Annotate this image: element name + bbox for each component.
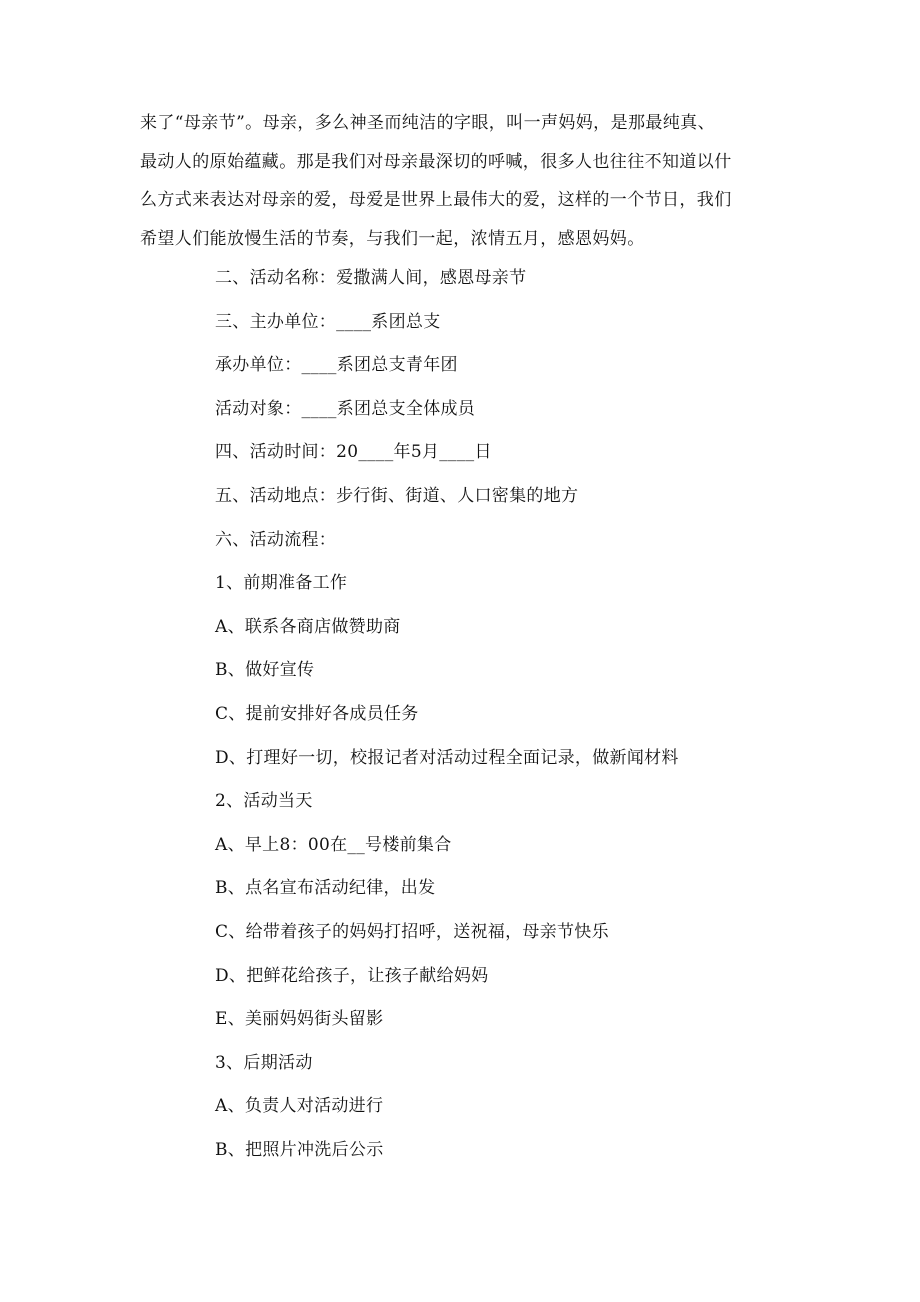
intro-line: 来了“母亲节”。母亲，多么神圣而纯洁的字眼，叫一声妈妈，是那最纯真、 — [140, 113, 715, 133]
event-day-item: C、给带着孩子的妈妈打招呼，送祝福，母亲节快乐 — [215, 921, 609, 942]
organizer-line: 三、主办单位：____系团总支 — [215, 311, 441, 332]
intro-paragraph — [140, 104, 790, 258]
follow-up-heading: 3、后期活动 — [215, 1052, 313, 1073]
event-day-item: E、美丽妈妈街头留影 — [215, 1009, 384, 1030]
preparation-item: B、做好宣传 — [215, 660, 315, 681]
activity-location-line: 五、活动地点：步行街、街道、人口密集的地方 — [215, 485, 579, 506]
participants-line: 活动对象：____系团总支全体成员 — [215, 398, 476, 419]
preparation-item: C、提前安排好各成员任务 — [215, 703, 419, 724]
event-day-item: A、早上8：00在__号楼前集合 — [215, 834, 452, 855]
preparation-item: D、打理好一切，校报记者对活动过程全面记录，做新闻材料 — [215, 747, 679, 768]
intro-line: 最动人的原始蕴藏。那是我们对母亲最深切的呼喊，很多人也往往不知道以什 — [140, 151, 732, 172]
co-organizer-line: 承办单位：____系团总支青年团 — [215, 355, 458, 376]
activity-time-line: 四、活动时间：20____年5月____日 — [215, 442, 492, 463]
follow-up-item: B、把照片冲洗后公示 — [215, 1139, 384, 1160]
event-day-item: B、点名宣布活动纪律，出发 — [215, 878, 436, 899]
event-day-heading: 2、活动当天 — [215, 791, 313, 812]
event-day-item: D、把鲜花给孩子，让孩子献给妈妈 — [215, 965, 489, 986]
preparation-item: A、联系各商店做赞助商 — [215, 616, 401, 637]
preparation-heading: 1、前期准备工作 — [215, 573, 348, 594]
activity-process-heading: 六、活动流程： — [215, 529, 337, 550]
intro-line: 么方式来表达对母亲的爱，母爱是世界上最伟大的爱，这样的一个节日，我们 — [140, 190, 732, 210]
activity-name-line: 二、活动名称：爱撒满人间，感恩母亲节 — [215, 268, 527, 288]
intro-line: 希望人们能放慢生活的节奏，与我们一起，浓情五月，感恩妈妈。 — [140, 228, 645, 249]
follow-up-item: A、负责人对活动进行 — [215, 1096, 384, 1117]
activity-plan-list — [215, 257, 679, 1172]
